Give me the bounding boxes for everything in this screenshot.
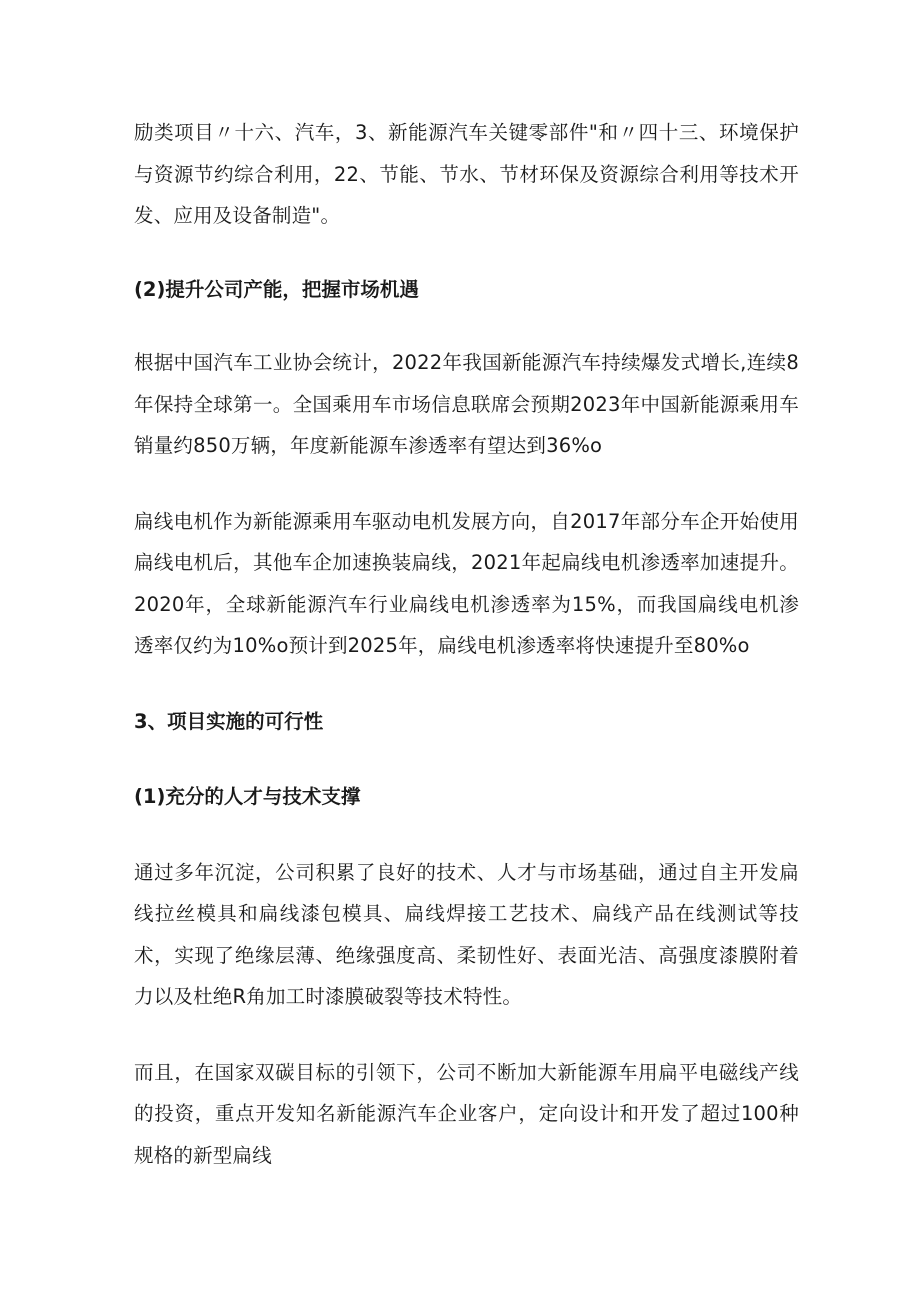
- heading-capacity-market: (2)提升公司产能，把握市场机遇: [134, 277, 419, 301]
- paragraph-industry-policy: 励类项目〃十六、汽车，3、新能源汽车关键零部件"和〃四十三、环境保护与资源节约综合利用，22、节能、节水、节材环保及资源综合利用等技术开发、应用及设备制造"。: [134, 121, 799, 227]
- paragraph-gap: [134, 818, 799, 852]
- paragraph-gap: [134, 742, 799, 776]
- paragraph-gap: [134, 667, 799, 701]
- paragraph-gap: [134, 237, 799, 269]
- document-body: [134, 112, 799, 1176]
- heading-feasibility: 3、项目实施的可行性: [134, 709, 324, 733]
- paragraph-gap: [134, 1018, 799, 1052]
- paragraph-investment: 而且，在国家双碳目标的引领下，公司不断加大新能源车用扁平电磁线产线的投资，重点开发知名新能源汽车企业客户，定向设计和开发了超过100种规格的新型扁线: [134, 1060, 799, 1167]
- paragraph-market-statistics: 根据中国汽车工业协会统计，2022年我国新能源汽车持续爆发式增长,连续8年保持全球第一。全国乘用车市场信息联席会预期2023年中国新能源乘用车销量约850万辆，年度新能源车渗透率有望达到36%o: [134, 351, 799, 457]
- paragraph-gap: [134, 467, 799, 501]
- paragraph-technical-foundation: 通过多年沉淀，公司积累了良好的技术、人才与市场基础，通过自主开发扁线拉丝模具和扁线漆包模具、扁线焊接工艺技术、扁线产品在线测试等技术，实现了绝缘层薄、绝缘强度高、柔韧性好、表面光洁、高强度漆膜附着力以及杜绝R角加工时漆膜破裂等技术特性。: [134, 860, 799, 1008]
- heading-talent-technology: (1)充分的人才与技术支撑: [134, 785, 361, 808]
- paragraph-gap: [134, 310, 799, 342]
- paragraph-flat-wire-motor: 扁线电机作为新能源乘用车驱动电机发展方向，自2017年部分车企开始使用扁线电机后，其他车企加速换装扁线，2021年起扁线电机渗透率加速提升。2020年，全球新能源汽车行业扁线电机渗透率为15%，而我国扁线电机渗透率仅约为10%o预计到2025年，扁线电机渗透率将快速提升至80%o: [134, 509, 799, 657]
